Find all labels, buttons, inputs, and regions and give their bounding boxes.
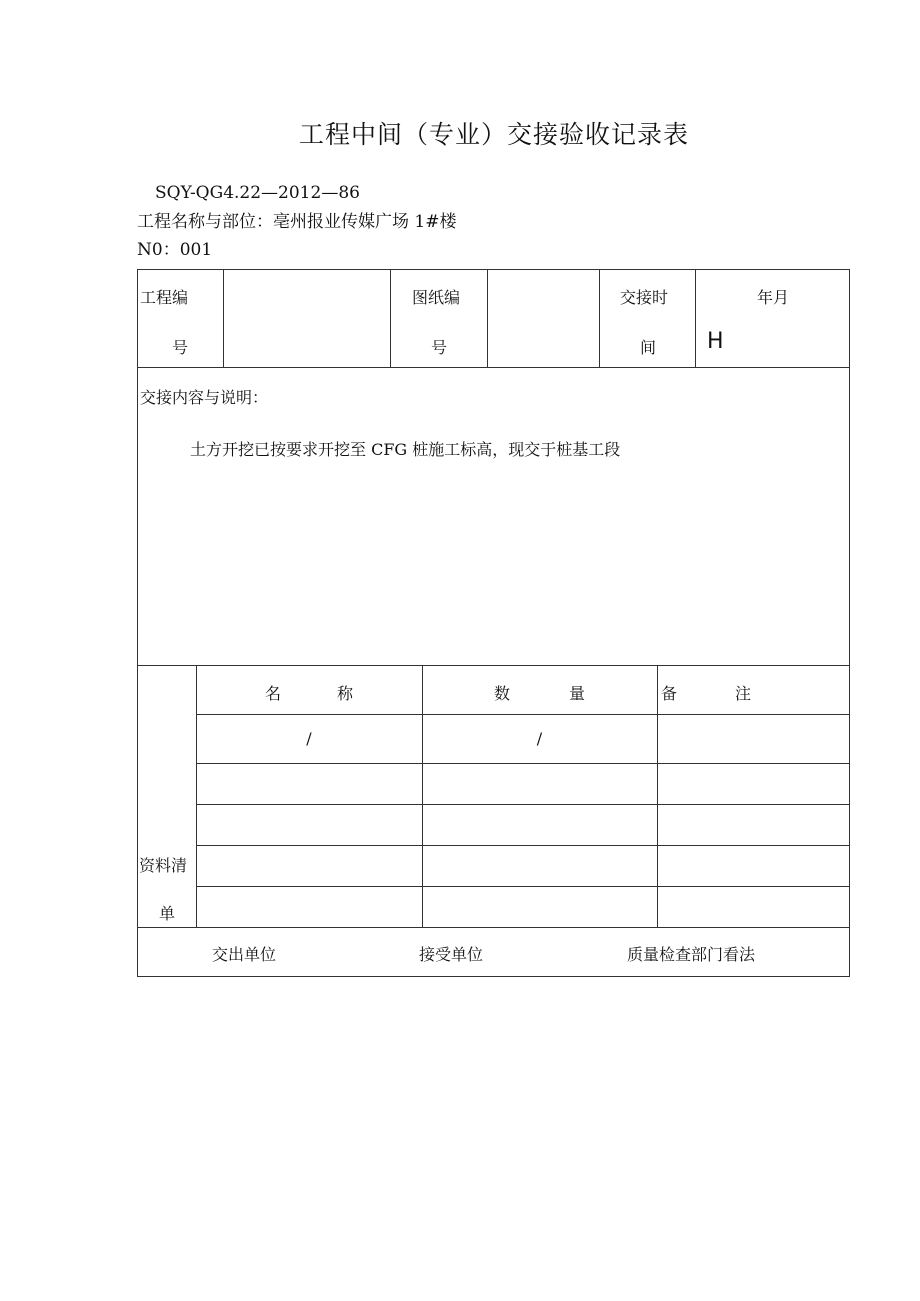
doc-code: SQY-QG4.22—2012—86	[155, 183, 360, 203]
col-qty-1: 数	[494, 684, 511, 703]
number-line: N0：001	[137, 240, 213, 260]
project-no-label: 工程编	[140, 288, 189, 307]
materials-side-label-cont: 单	[159, 904, 176, 923]
col-name-2: 称	[337, 684, 354, 703]
handover-time-label: 交接时	[620, 288, 669, 307]
drawing-no-label: 图纸编	[412, 288, 461, 307]
col-note-2: 注	[735, 684, 752, 703]
row-1-name: /	[306, 729, 312, 748]
col-note-1: 备	[661, 684, 678, 703]
quality-opinion-label: 质量检查部门看法	[627, 945, 756, 964]
handover-time-label-cont: 间	[640, 338, 657, 357]
deliver-unit-label: 交出单位	[212, 945, 277, 964]
content-label: 交接内容与说明：	[140, 388, 269, 407]
materials-side-label: 资料清	[139, 856, 188, 875]
col-name-1: 名	[265, 684, 282, 703]
drawing-no-label-cont: 号	[431, 338, 448, 357]
date-value: H	[707, 329, 724, 354]
content-body: 土方开挖已按要求开挖至 CFG 桩施工标高，现交于桩基工段	[190, 440, 621, 459]
col-qty-2: 量	[569, 684, 586, 703]
project-no-label-cont: 号	[172, 338, 189, 357]
page-title: 工程中间（专业）交接验收记录表	[298, 120, 689, 149]
project-line: 工程名称与部位：亳州报业传媒广场 1#楼	[137, 212, 457, 232]
date-label: 年月	[757, 288, 790, 307]
row-1-qty: /	[536, 729, 543, 748]
receive-unit-label: 接受单位	[419, 945, 484, 964]
